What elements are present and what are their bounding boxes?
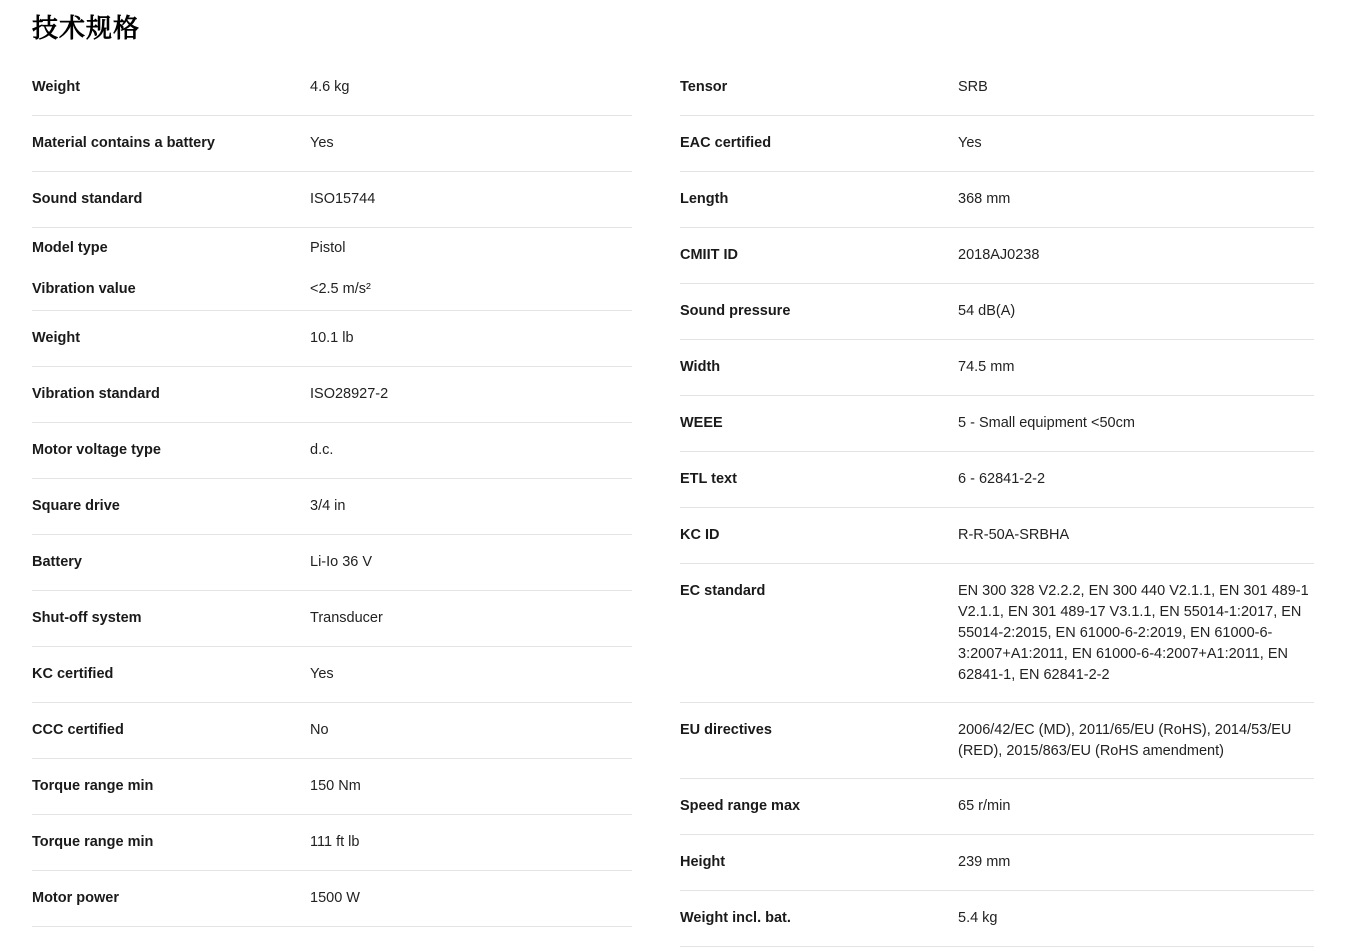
- spec-value: 54 dB(A): [958, 303, 1016, 319]
- table-row: [680, 396, 1314, 452]
- spec-value: 239 mm: [958, 854, 1011, 870]
- table-row: [32, 311, 632, 367]
- table-row: [32, 591, 632, 647]
- table-row: [680, 508, 1314, 564]
- table-row: [680, 60, 1314, 116]
- spec-value: ISO28927-2: [310, 386, 389, 402]
- spec-label: EC standard: [680, 583, 766, 599]
- table-row: [32, 815, 632, 871]
- spec-label: Square drive: [32, 498, 120, 514]
- specifications-page: [0, 8, 1364, 930]
- table-row: [680, 284, 1314, 340]
- spec-value: ISO15744: [310, 191, 376, 207]
- spec-label: Vibration standard: [32, 386, 160, 402]
- spec-value: 368 mm: [958, 191, 1011, 207]
- spec-value: No: [310, 722, 329, 738]
- spec-label: KC ID: [680, 527, 720, 543]
- table-row: [680, 228, 1314, 284]
- spec-label: KC certified: [32, 666, 114, 682]
- spec-label: Length: [680, 191, 729, 207]
- table-row: [32, 535, 632, 591]
- spec-label: Motor power: [32, 890, 119, 906]
- spec-label: Speed range max: [680, 798, 801, 814]
- spec-label: CMIIT ID: [680, 247, 738, 263]
- spec-label: Shut-off system: [32, 610, 142, 626]
- table-row: [680, 116, 1314, 172]
- spec-value: 74.5 mm: [958, 359, 1015, 375]
- table-row: [32, 367, 632, 423]
- table-row: [680, 703, 1314, 779]
- spec-label: Torque range min: [32, 834, 154, 850]
- spec-label: Height: [680, 854, 726, 870]
- specifications-columns: [0, 60, 1364, 947]
- spec-value: 65 r/min: [958, 798, 1011, 814]
- spec-label: Model type: [32, 240, 108, 256]
- table-row: [32, 172, 632, 228]
- table-row: [680, 891, 1314, 947]
- table-row: [32, 479, 632, 535]
- spec-value: EN 300 328 V2.2.2, EN 300 440 V2.1.1, EN 301 489-1 V2.1.1, EN 301 489-17 V3.1.1, EN 55014-1:2017, EN 55014-2:2015, EN 61000-6-2:2019, EN 61000-6-3:2007+A1:2011, EN 61000-6-4:2007+A1:2011, EN 62841-1, EN 62841-2-2: [958, 583, 1309, 683]
- table-row: [32, 116, 632, 172]
- spec-value: Pistol: [310, 240, 346, 256]
- spec-label: Sound pressure: [680, 303, 791, 319]
- spec-label: Tensor: [680, 79, 728, 95]
- spec-value: 150 Nm: [310, 778, 361, 794]
- table-row: [680, 340, 1314, 396]
- spec-label: CCC certified: [32, 722, 124, 738]
- table-row: [680, 452, 1314, 508]
- table-row: [32, 647, 632, 703]
- table-row: [32, 269, 632, 311]
- page-title: 技术规格: [32, 13, 141, 43]
- spec-label: Sound standard: [32, 191, 143, 207]
- table-row: [32, 703, 632, 759]
- spec-label: Torque range min: [32, 778, 154, 794]
- spec-value: 111 ft lb: [310, 834, 360, 850]
- spec-label: Weight incl. bat.: [680, 910, 791, 926]
- spec-label: Motor voltage type: [32, 442, 161, 458]
- spec-value: 2006/42/EC (MD), 2011/65/EU (RoHS), 2014/53/EU (RED), 2015/863/EU (RoHS amendment): [958, 722, 1292, 759]
- spec-label: WEEE: [680, 415, 723, 431]
- table-row: [32, 871, 632, 927]
- spec-value: 6 - 62841-2-2: [958, 471, 1046, 487]
- spec-value: Yes: [958, 135, 982, 151]
- table-row: [32, 423, 632, 479]
- table-row: [32, 60, 632, 116]
- spec-value: Li-Io 36 V: [310, 554, 373, 570]
- spec-value: 5 - Small equipment <50cm: [958, 415, 1135, 431]
- spec-value: 5.4 kg: [958, 910, 998, 926]
- spec-value: Transducer: [310, 610, 383, 626]
- spec-value: <2.5 m/s²: [310, 281, 371, 297]
- spec-value: R-R-50A-SRBHA: [958, 527, 1070, 543]
- spec-label: Weight: [32, 79, 81, 95]
- spec-label: EAC certified: [680, 135, 772, 151]
- spec-label: Vibration value: [32, 281, 136, 297]
- spec-label: Weight: [32, 330, 81, 346]
- spec-value: 4.6 kg: [310, 79, 350, 95]
- spec-value: 2018AJ0238: [958, 247, 1040, 263]
- spec-value: 10.1 lb: [310, 330, 354, 346]
- spec-label: Battery: [32, 554, 82, 570]
- spec-value: d.c.: [310, 442, 334, 458]
- table-row: [680, 172, 1314, 228]
- specifications-right-column: [648, 60, 1364, 947]
- spec-label: ETL text: [680, 471, 737, 487]
- spec-value: SRB: [958, 79, 988, 95]
- specifications-left-column: [0, 60, 648, 927]
- table-row: [680, 835, 1314, 891]
- table-row: [32, 759, 632, 815]
- spec-label: Width: [680, 359, 721, 375]
- spec-value: Yes: [310, 666, 334, 682]
- spec-label: Material contains a battery: [32, 135, 215, 151]
- spec-label: EU directives: [680, 722, 772, 738]
- spec-value: Yes: [310, 135, 334, 151]
- table-row: [680, 779, 1314, 835]
- table-row: [680, 564, 1314, 703]
- spec-value: 3/4 in: [310, 498, 346, 514]
- spec-value: 1500 W: [310, 890, 360, 906]
- table-row: [32, 228, 632, 269]
